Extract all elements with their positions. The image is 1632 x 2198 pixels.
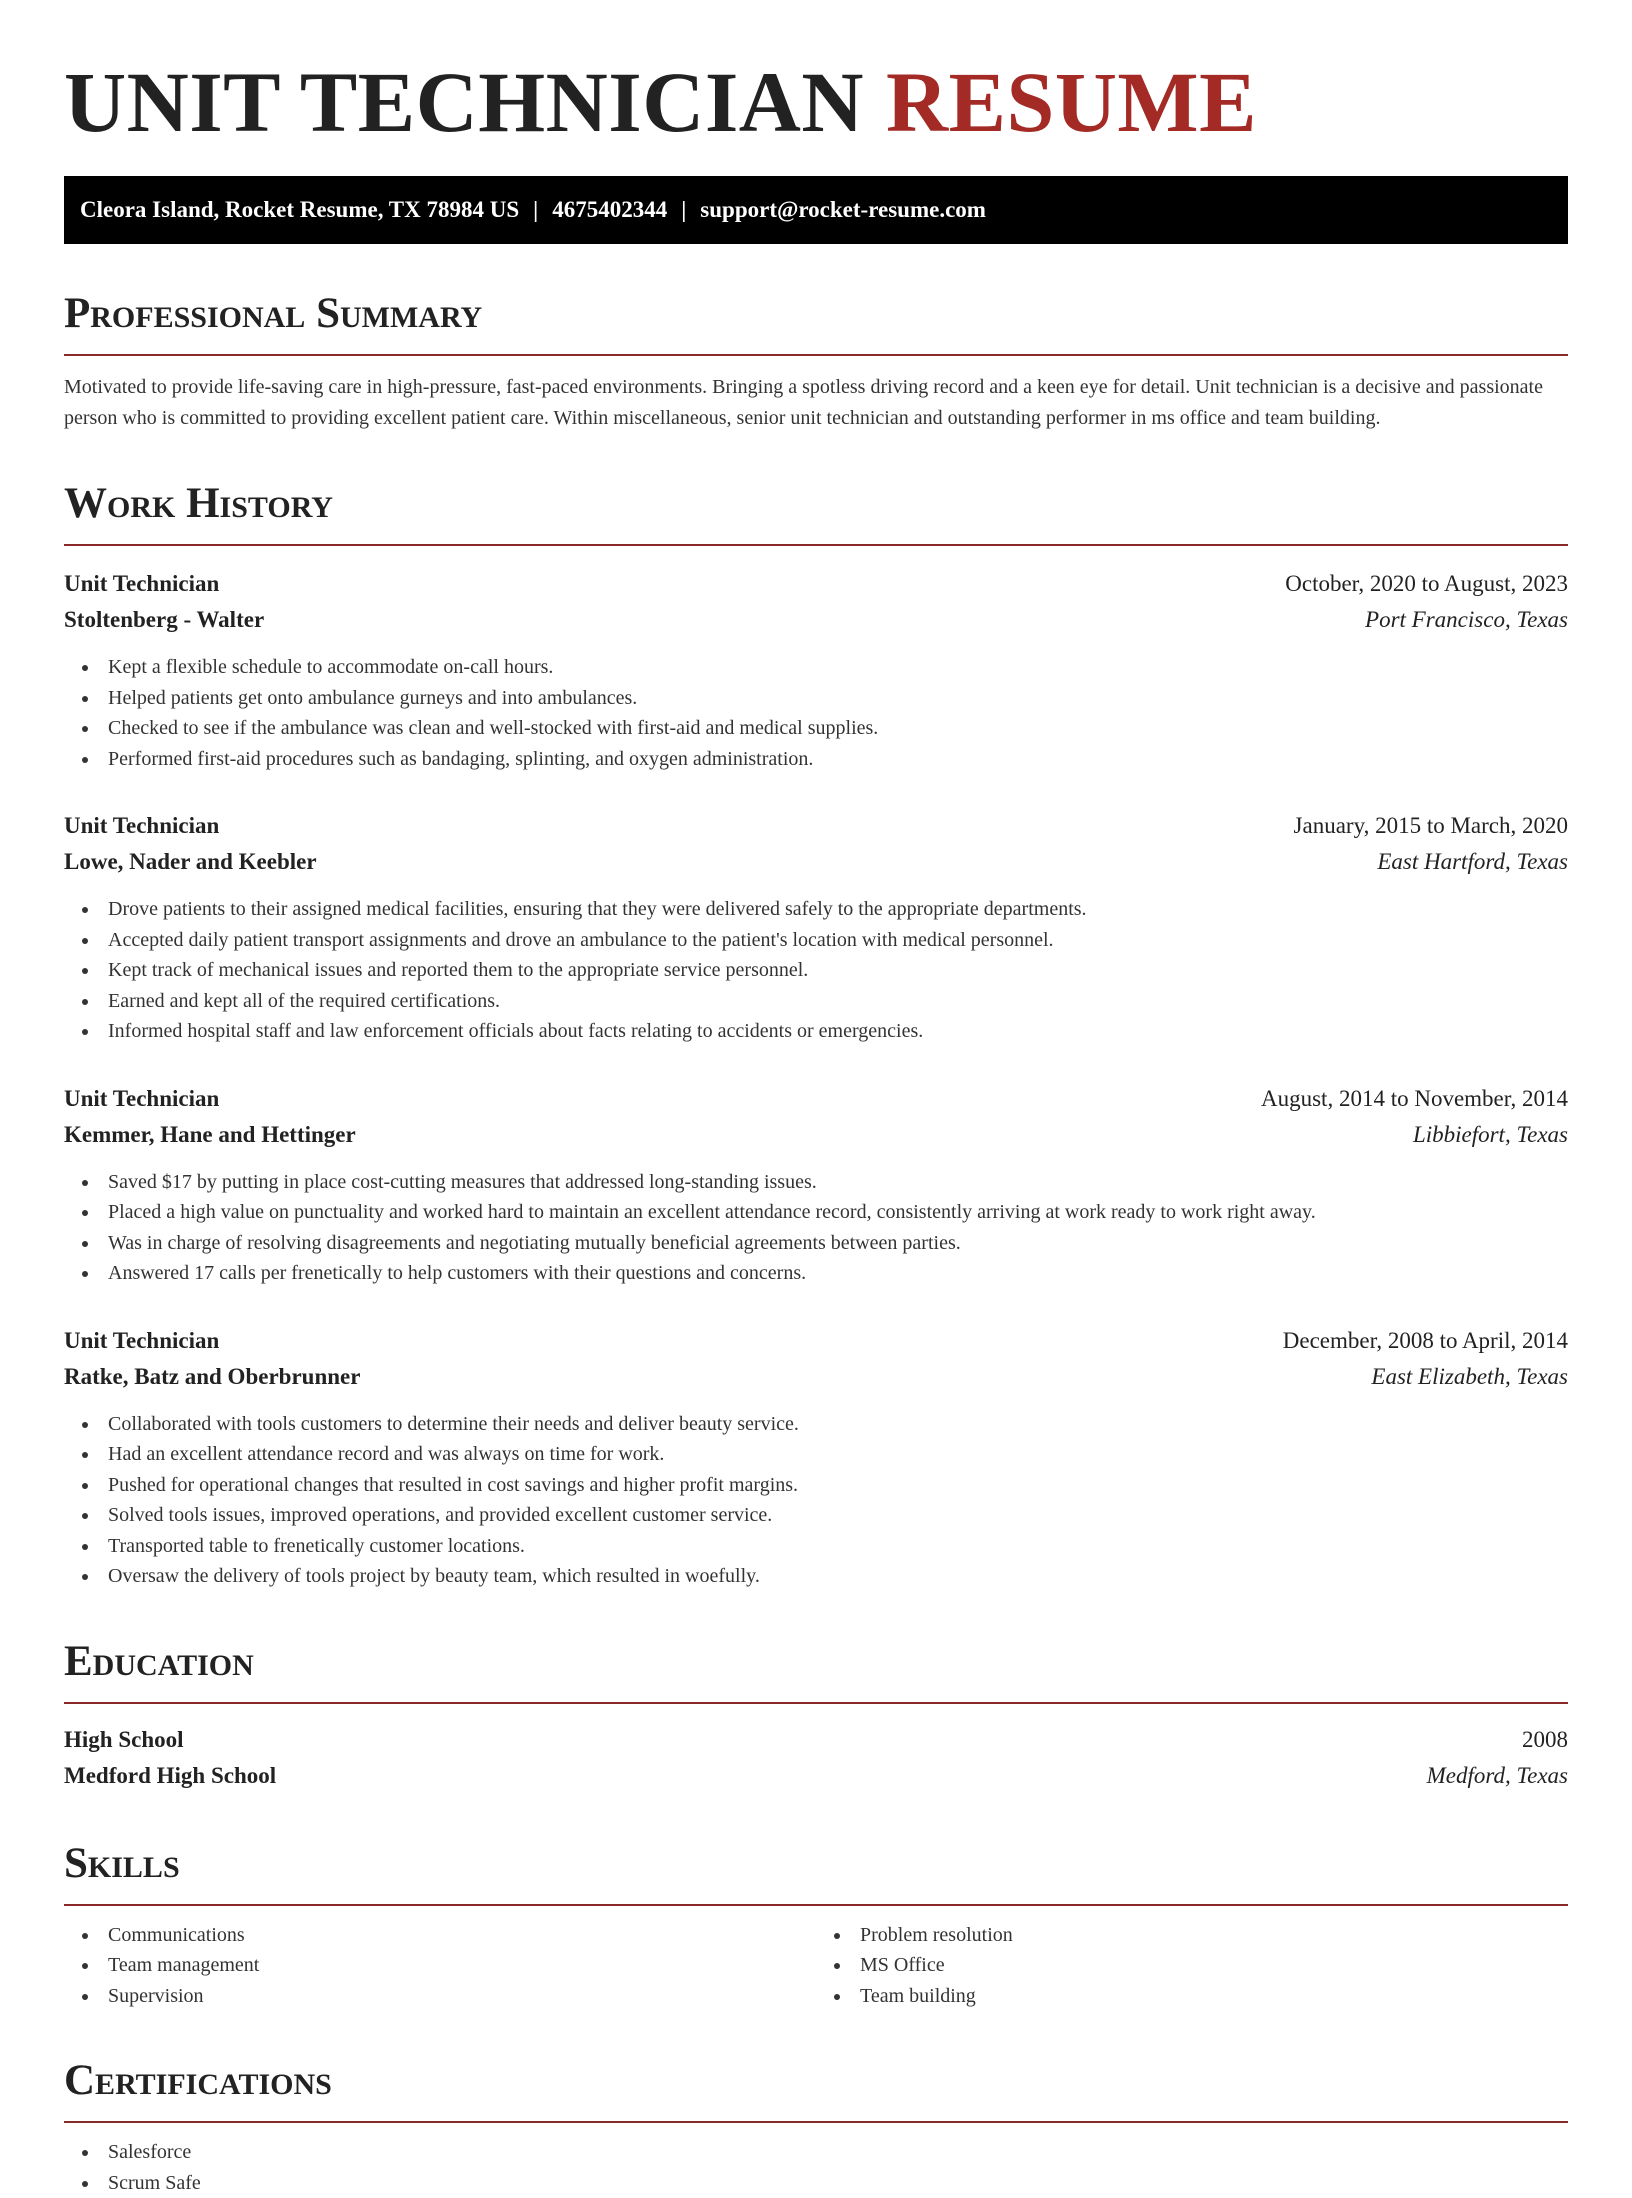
education-entry — [64, 1722, 1568, 1794]
job-entry — [64, 808, 1568, 1047]
skills-column-right — [816, 1920, 1568, 2012]
job-dates: January, 2015 to March, 2020 — [1294, 808, 1568, 844]
job-company-row — [64, 1359, 1568, 1395]
job-location: Libbiefort, Texas — [1413, 1117, 1568, 1153]
job-bullet: Accepted daily patient transport assignments and drove an ambulance to the patient's location with medical personnel. — [108, 925, 1568, 956]
summary-text: Motivated to provide life-saving care in high-pressure, fast-paced environments. Bringing a spotless driving record and a keen eye for detail. Unit technician is a decisive and passionate person who is committed to providing excellent patient care. Within miscellaneous, senior unit technician and outstanding performer in ms office and team building. — [64, 372, 1568, 434]
job-location: East Elizabeth, Texas — [1371, 1359, 1568, 1395]
job-company-row — [64, 1117, 1568, 1153]
job-bullet: Answered 17 calls per frenetically to help customers with their questions and concerns. — [108, 1258, 1568, 1289]
section-heading-education: Education — [64, 1636, 1568, 1704]
job-bullet: Oversaw the delivery of tools project by beauty team, which resulted in woefully. — [108, 1561, 1568, 1592]
job-title: Unit Technician — [64, 1323, 219, 1359]
job-bullet: Had an excellent attendance record and was always on time for work. — [108, 1439, 1568, 1470]
job-bullet: Was in charge of resolving disagreements and negotiating mutually beneficial agreements between parties. — [108, 1228, 1568, 1259]
skill-item: MS Office — [860, 1950, 1568, 1981]
job-title: Unit Technician — [64, 566, 219, 602]
skill-item: Team building — [860, 1981, 1568, 2012]
job-bullet: Informed hospital staff and law enforcement officials about facts relating to accidents or emergencies. — [108, 1016, 1568, 1047]
job-bullet: Earned and kept all of the required certifications. — [108, 986, 1568, 1017]
section-heading-certifications: Certifications — [64, 2055, 1568, 2123]
job-title: Unit Technician — [64, 808, 219, 844]
section-heading-skills: Skills — [64, 1838, 1568, 1906]
job-bullet: Kept track of mechanical issues and reported them to the appropriate service personnel. — [108, 955, 1568, 986]
job-company: Lowe, Nader and Keebler — [64, 844, 317, 880]
resume-title — [64, 52, 1568, 152]
title-accent: RESUME — [886, 54, 1257, 150]
job-entry — [64, 1081, 1568, 1289]
contact-separator: | — [667, 197, 700, 222]
certification-item: Salesforce — [108, 2137, 1568, 2168]
job-company: Stoltenberg - Walter — [64, 602, 264, 638]
job-entry — [64, 1323, 1568, 1592]
job-bullet: Collaborated with tools customers to determine their needs and deliver beauty service. — [108, 1409, 1568, 1440]
job-company: Kemmer, Hane and Hettinger — [64, 1117, 356, 1153]
title-main: UNIT TECHNICIAN — [64, 54, 864, 150]
skill-item: Communications — [108, 1920, 816, 1951]
contact-email: support@rocket-resume.com — [700, 197, 986, 222]
job-header-row — [64, 566, 1568, 602]
job-company-row — [64, 844, 1568, 880]
education-degree-row — [64, 1722, 1568, 1758]
job-header-row — [64, 808, 1568, 844]
certifications-list — [64, 2137, 1568, 2198]
section-heading-summary: Professional Summary — [64, 288, 1568, 356]
job-dates: October, 2020 to August, 2023 — [1285, 566, 1568, 602]
job-dates: December, 2008 to April, 2014 — [1283, 1323, 1568, 1359]
job-bullets — [64, 652, 1568, 774]
skill-item: Supervision — [108, 1981, 816, 2012]
job-location: East Hartford, Texas — [1377, 844, 1568, 880]
job-bullet: Saved $17 by putting in place cost-cutting measures that addressed long-standing issues. — [108, 1167, 1568, 1198]
skills-column-left — [64, 1920, 816, 2012]
job-bullet: Kept a flexible schedule to accommodate on-call hours. — [108, 652, 1568, 683]
job-entry — [64, 566, 1568, 774]
job-bullet: Drove patients to their assigned medical facilities, ensuring that they were delivered safely to the appropriate departments. — [108, 894, 1568, 925]
job-bullet: Checked to see if the ambulance was clean and well-stocked with first-aid and medical supplies. — [108, 713, 1568, 744]
job-company-row — [64, 602, 1568, 638]
job-bullets — [64, 1409, 1568, 1592]
skill-item: Team management — [108, 1950, 816, 1981]
contact-separator: | — [519, 197, 552, 222]
education-degree: High School — [64, 1722, 184, 1758]
section-heading-work-history: Work History — [64, 478, 1568, 546]
job-company: Ratke, Batz and Oberbrunner — [64, 1359, 360, 1395]
education-school-row — [64, 1758, 1568, 1794]
job-bullet: Pushed for operational changes that resulted in cost savings and higher profit margins. — [108, 1470, 1568, 1501]
job-bullet: Performed first-aid procedures such as bandaging, splinting, and oxygen administration. — [108, 744, 1568, 775]
skill-item: Problem resolution — [860, 1920, 1568, 1951]
job-bullets — [64, 1167, 1568, 1289]
contact-phone: 4675402344 — [552, 197, 667, 222]
job-header-row — [64, 1323, 1568, 1359]
job-bullets — [64, 894, 1568, 1047]
education-school: Medford High School — [64, 1758, 276, 1794]
job-header-row — [64, 1081, 1568, 1117]
contact-address: Cleora Island, Rocket Resume, TX 78984 US — [80, 197, 519, 222]
education-location: Medford, Texas — [1427, 1758, 1568, 1794]
contact-bar — [64, 176, 1568, 244]
education-year: 2008 — [1522, 1722, 1568, 1758]
job-location: Port Francisco, Texas — [1365, 602, 1568, 638]
job-bullet: Transported table to frenetically customer locations. — [108, 1531, 1568, 1562]
job-bullet: Placed a high value on punctuality and worked hard to maintain an excellent attendance record, consistently arriving at work ready to work right away. — [108, 1197, 1568, 1228]
job-title: Unit Technician — [64, 1081, 219, 1117]
skills-grid — [64, 1920, 1568, 2012]
job-bullet: Solved tools issues, improved operations, and provided excellent customer service. — [108, 1500, 1568, 1531]
job-dates: August, 2014 to November, 2014 — [1261, 1081, 1568, 1117]
certification-item: Scrum Safe — [108, 2168, 1568, 2198]
job-bullet: Helped patients get onto ambulance gurneys and into ambulances. — [108, 683, 1568, 714]
